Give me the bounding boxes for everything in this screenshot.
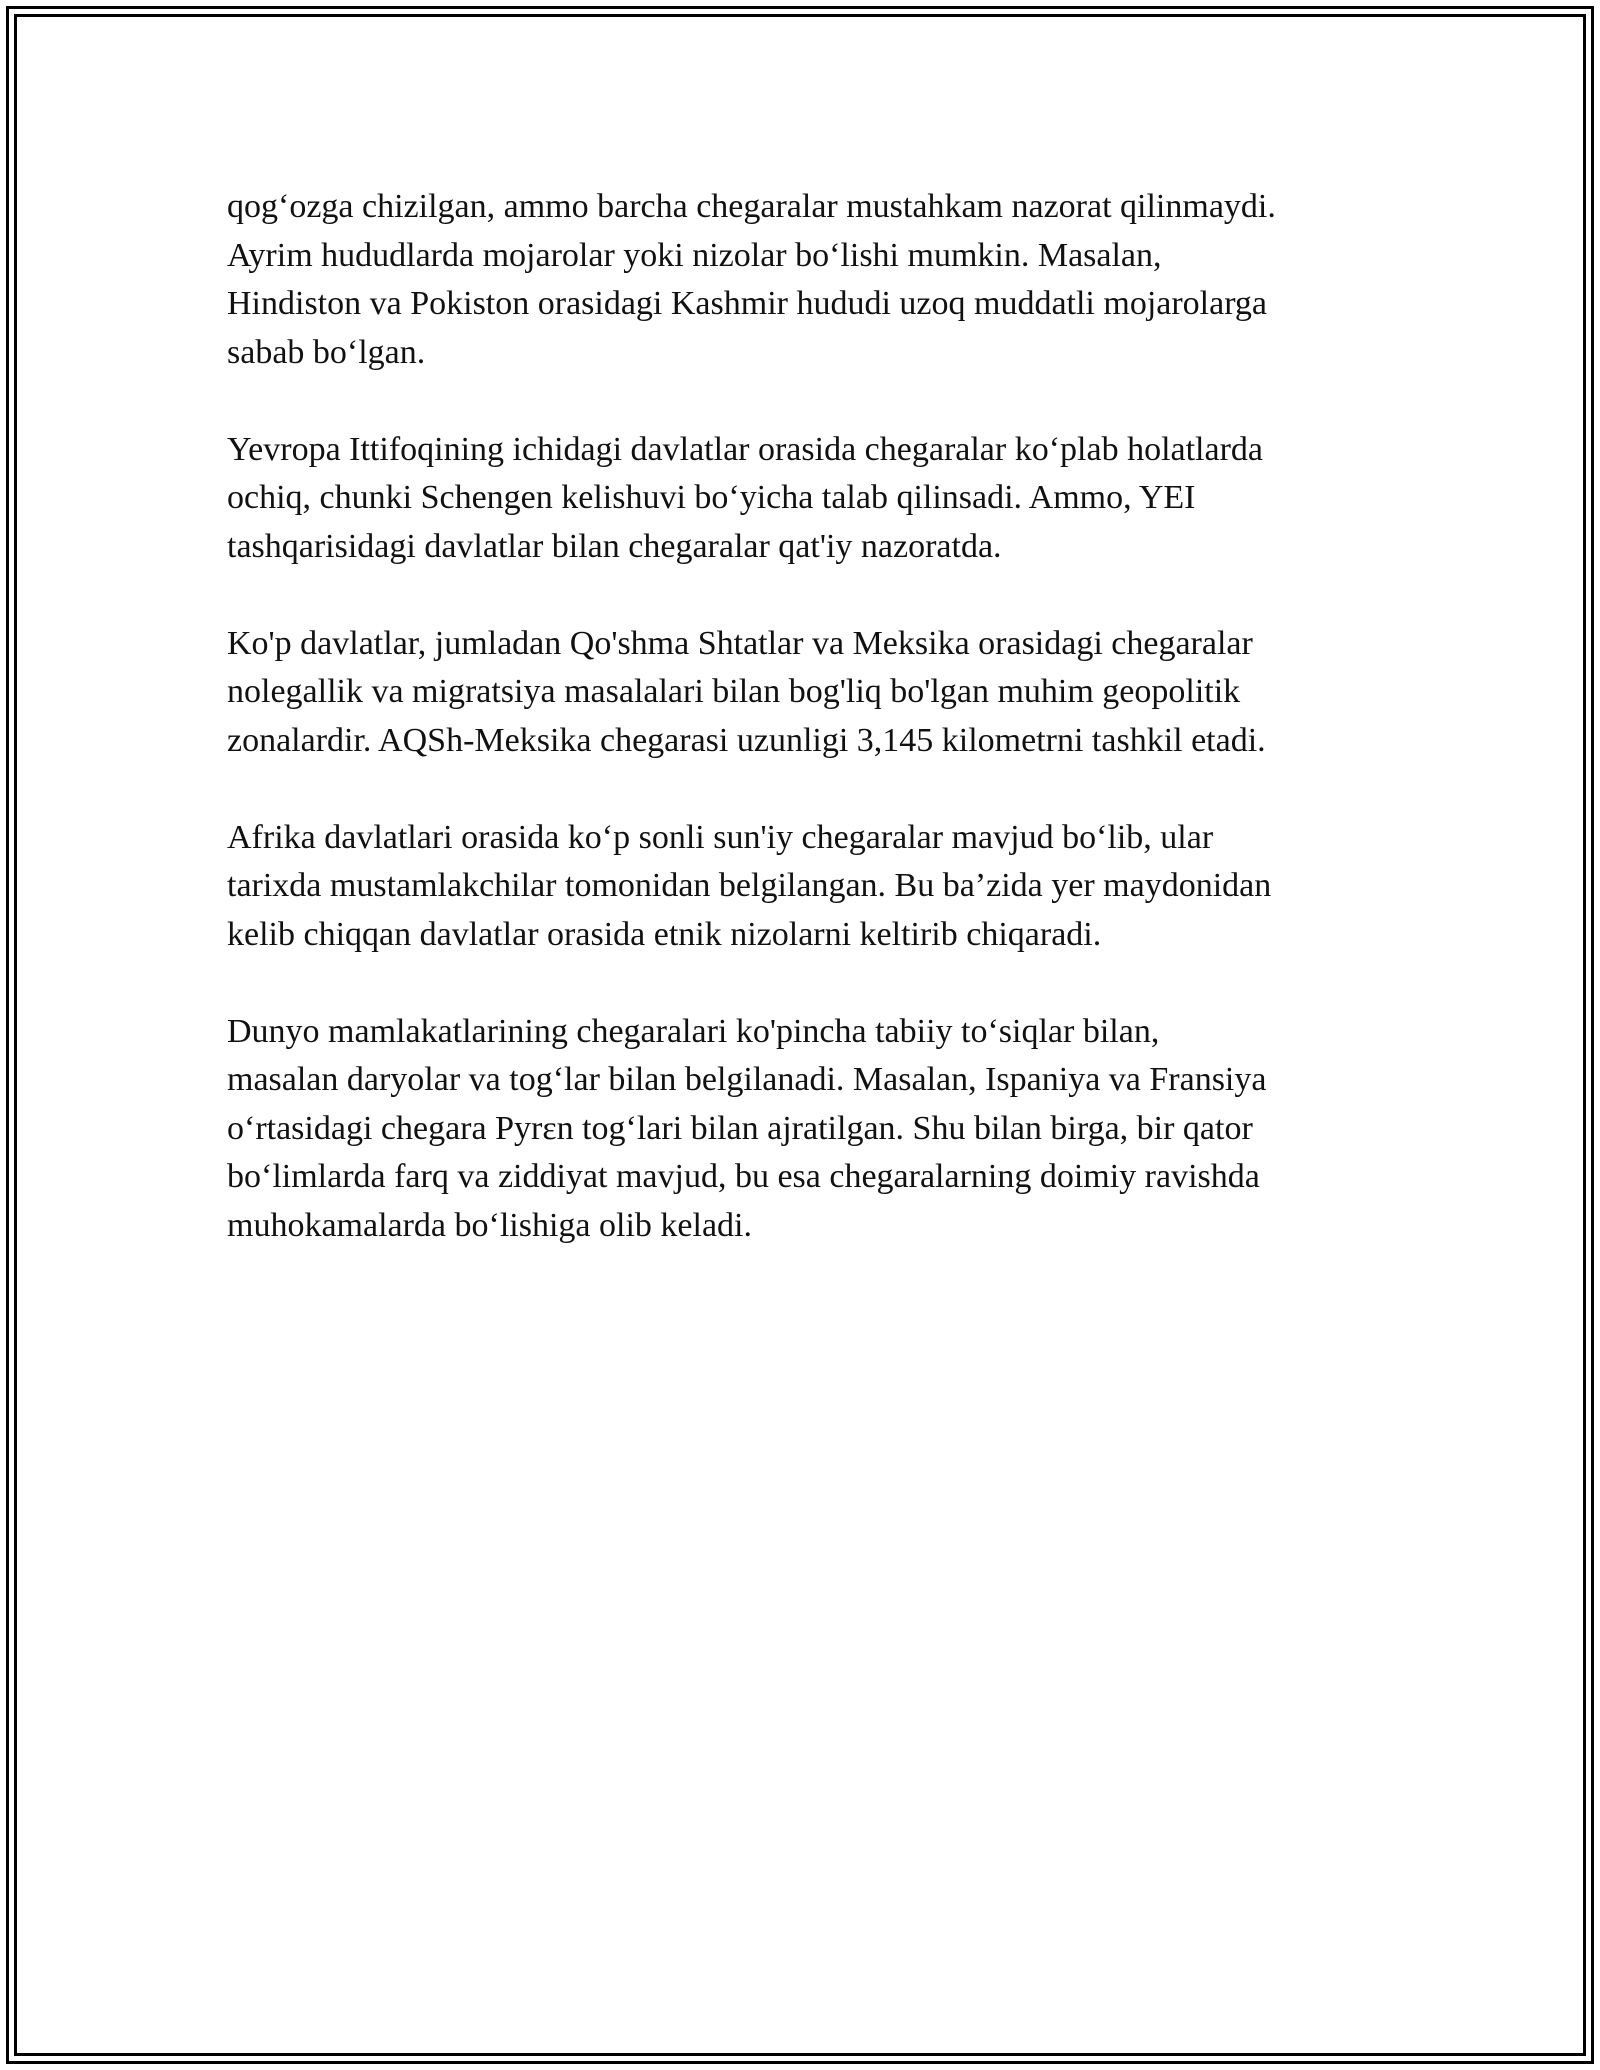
paragraph-schengen: Yevropa Ittifoqining ichidagi davlatlar orasida chegaralar ko‘plab holatlarda ochiq, chunki Schengen kelishuvi bo‘yicha talab qilinsadi. Ammo, YEI tashqarisidagi davlatlar bilan chegaralar qat'iy nazoratda.	[227, 430, 1264, 565]
document-body	[227, 183, 1387, 1299]
paragraph-natural-borders: Dunyo mamlakatlarining chegaralari ko'pincha tabiiy to‘siqlar bilan, masalan daryolar va tog‘lar bilan belgilanadi. Masalan, Ispaniya va Fransiya o‘rtasidagi chegara Pyrεn tog‘lari bilan ajratilgan. Shu bilan birga, bir qator bo‘limlarda farq va ziddiyat mavjud, bu esa chegaralarning doimiy ravishda muhokamalarda bo‘lishiga olib keladi.	[227, 1012, 1267, 1244]
paragraph-us-mexico: Ko'p davlatlar, jumladan Qo'shma Shtatlar va Meksika orasidagi chegaralar nolegallik va migratsiya masalalari bilan bog'liq bo'lgan muhim geopolitik zonalardir. AQSh-Meksika chegarasi uzunligi 3,145 kilometrni tashkil etadi.	[227, 624, 1266, 759]
paragraph-kashmir: qog‘ozga chizilgan, ammo barcha chegaralar mustahkam nazorat qilinmaydi. Ayrim hududlarda mojarolar yoki nizolar bo‘lishi mumkin. Masalan, Hindiston va Pokiston orasidagi Kashmir hududi uzoq muddatli mojarolarga sabab bo‘lgan.	[227, 188, 1276, 371]
paragraph-africa: Afrika davlatlari orasida ko‘p sonli sun'iy chegaralar mavjud bo‘lib, ular tarixda mustamlakchilar tomonidan belgilangan. Bu ba’zida yer maydonidan kelib chiqqan davlatlar orasida etnik nizolarni keltirib chiqaradi.	[227, 818, 1272, 953]
